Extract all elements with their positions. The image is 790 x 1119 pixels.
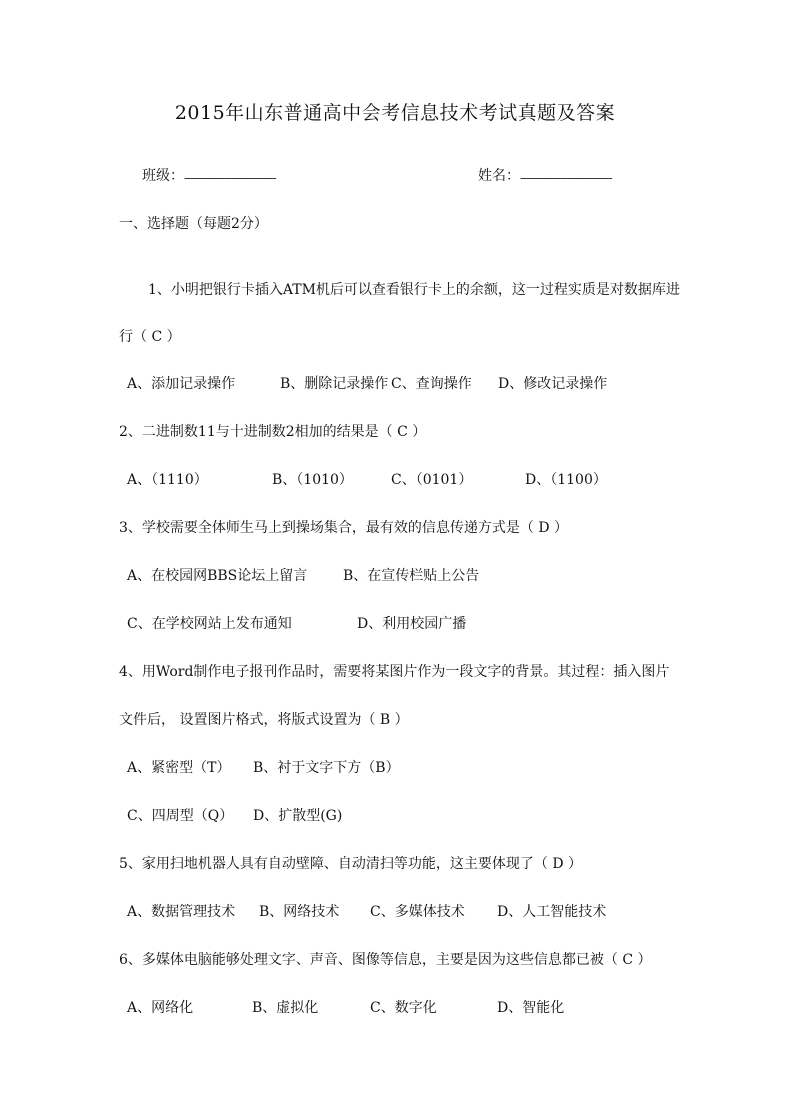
question-5-option-a: A、数据管理技术 — [127, 904, 236, 920]
question-2-line-1: 2、二进制数11与十进制数2相加的结果是（ C ） — [119, 424, 427, 440]
class-label: 班级： — [142, 168, 184, 184]
question-3-option-a: A、在校园网BBS论坛上留言 — [127, 568, 308, 584]
question-6-option-b: B、虚拟化 — [252, 1000, 319, 1016]
question-3-line-1: 3、学校需要全体师生马上到操场集合，最有效的信息传递方式是（ D ） — [119, 520, 569, 536]
name-label: 姓名： — [478, 168, 520, 184]
question-1-option-d: D、修改记录操作 — [498, 376, 608, 392]
question-6-option-d: D、智能化 — [497, 1000, 565, 1016]
question-6-option-a: A、网络化 — [127, 1000, 194, 1016]
question-4-line-2: 文件后， 设置图片格式，将版式设置为（ B ） — [119, 712, 409, 728]
document-title: 2015年山东普通高中会考信息技术考试真题及答案 — [174, 102, 616, 124]
question-4-option-c: C、四周型（Q） — [127, 808, 234, 824]
question-4-option-d: D、扩散型(G) — [253, 808, 343, 824]
class-blank: ------------------------------ — [184, 171, 276, 185]
question-5-line-1: 5、家用扫地机器人具有自动壁障、自动清扫等功能，这主要体现了（ D ） — [119, 856, 583, 872]
question-3-option-b: B、在宣传栏贴上公告 — [343, 568, 480, 584]
question-3-option-d: D、利用校园广播 — [357, 616, 467, 632]
question-2-option-b: B、（1010） — [272, 472, 353, 488]
question-5-option-d: D、人工智能技术 — [497, 904, 607, 920]
question-4-option-a: A、紧密型（T） — [127, 760, 231, 776]
question-2-option-c: C、（0101） — [391, 472, 473, 488]
name-blank: ------------------------------ — [520, 171, 612, 185]
question-1-option-c: C、查询操作 — [391, 376, 472, 392]
question-2-option-d: D、（1100） — [525, 472, 607, 488]
question-6-option-c: C、数字化 — [370, 1000, 437, 1016]
question-3-option-c: C、在学校网站上发布通知 — [127, 616, 292, 632]
question-4-line-1: 4、用Word制作电子报刊作品时，需要将某图片作为一段文字的背景。其过程：插入图片 — [119, 664, 670, 680]
question-1-line-2: 行（ C ） — [119, 329, 181, 345]
section-heading: 一、选择题（每题2分） — [119, 216, 268, 232]
question-1-line-1: 1、小明把银行卡插入ATM机后可以查看银行卡上的余额，这一过程实质是对数据库进 — [148, 282, 680, 298]
question-5-option-b: B、网络技术 — [259, 904, 340, 920]
question-1-option-b: B、删除记录操作 — [280, 376, 389, 392]
question-2-option-a: A、（1110） — [127, 472, 208, 488]
question-6-line-1: 6、多媒体电脑能够处理文字、声音、图像等信息，主要是因为这些信息都已被（ C ） — [119, 952, 652, 968]
question-1-option-a: A、添加记录操作 — [127, 376, 236, 392]
question-5-option-c: C、多媒体技术 — [370, 904, 465, 920]
question-4-option-b: B、衬于文字下方（B） — [253, 760, 400, 776]
